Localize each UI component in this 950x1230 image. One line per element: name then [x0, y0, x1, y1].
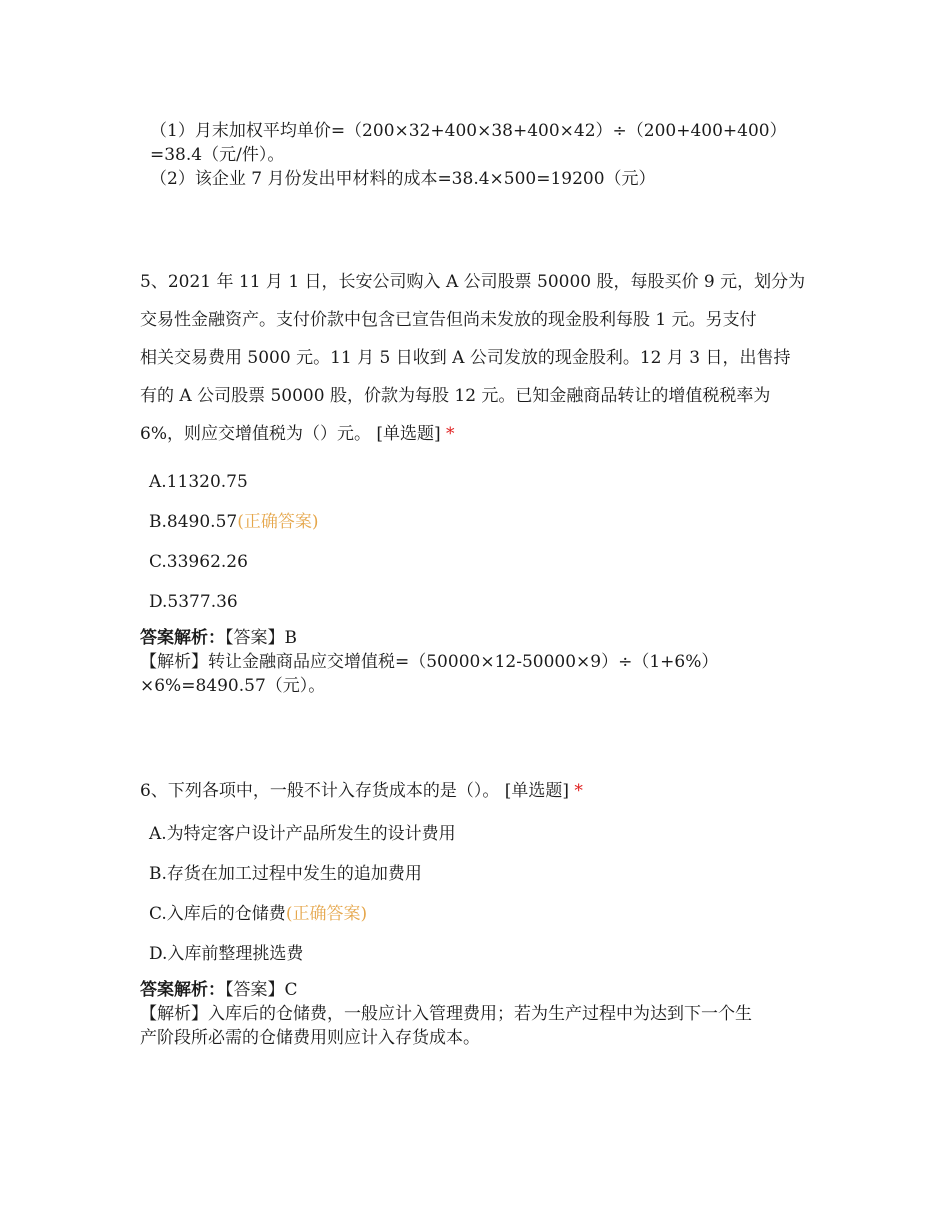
- option-text: B.8490.57: [149, 512, 238, 532]
- option-d[interactable]: [140, 582, 820, 622]
- option-d[interactable]: [140, 934, 820, 974]
- options-list: [140, 462, 820, 622]
- question-text-line: 交易性金融资产。支付价款中包含已宣告但尚未发放的现金股利每股 1 元。另支付: [140, 310, 757, 330]
- analysis-line: 产阶段所必需的仓储费用则应计入存货成本。: [140, 1028, 480, 1048]
- option-text: A.11320.75: [149, 472, 248, 492]
- answer-value: 【答案】B: [225, 628, 297, 648]
- question-text-line: [140, 415, 820, 453]
- previous-analysis: [150, 119, 810, 191]
- option-text: B.存货在加工过程中发生的追加费用: [149, 864, 422, 884]
- option-b[interactable]: [140, 502, 820, 542]
- options-list: [140, 814, 820, 974]
- question-text-last: 6、下列各项中，一般不计入存货成本的是（）。: [140, 781, 500, 801]
- question-type-tag: [单选题]: [376, 424, 441, 444]
- answer-line: [140, 978, 820, 1002]
- required-mark: *: [446, 424, 455, 444]
- option-a[interactable]: [140, 814, 820, 854]
- analysis-label: 答案解析：: [140, 980, 225, 1000]
- option-b[interactable]: [140, 854, 820, 894]
- question-text-line: 有的 A 公司股票 50000 股，价款为每股 12 元。已知金融商品转让的增值税税率为: [140, 386, 771, 406]
- question-text-line: 5、2021 年 11 月 1 日，长安公司购入 A 公司股票 50000 股，每股买价 9 元，划分为: [140, 272, 806, 292]
- option-text: C.入库后的仓储费: [149, 904, 286, 924]
- answer-line: [140, 626, 820, 650]
- option-text: D.入库前整理挑选费: [149, 944, 304, 964]
- analysis-line: （1）月末加权平均单价=（200×32+400×38+400×42）÷（200+400+400）=38.4（元/件）。: [150, 121, 787, 165]
- question-text-last: 6%，则应交增值税为（）元。: [140, 424, 371, 444]
- answer-analysis: [140, 626, 820, 698]
- option-text: A.为特定客户设计产品所发生的设计费用: [149, 824, 456, 844]
- option-a[interactable]: [140, 462, 820, 502]
- question-6: [140, 772, 820, 1050]
- option-text: C.33962.26: [149, 552, 248, 572]
- required-mark: *: [574, 781, 583, 801]
- question-type-tag: [单选题]: [504, 781, 569, 801]
- option-text: D.5377.36: [149, 592, 238, 612]
- analysis-line: （2）该企业 7 月份发出甲材料的成本=38.4×500=19200（元）: [150, 169, 656, 189]
- question-text-line: [140, 772, 820, 810]
- analysis-line: 【解析】转让金融商品应交增值税=（50000×12-50000×9）÷（1+6%）: [140, 652, 719, 672]
- analysis-label: 答案解析：: [140, 628, 225, 648]
- analysis-line: 【解析】入库后的仓储费，一般应计入管理费用；若为生产过程中为达到下一个生: [140, 1004, 752, 1024]
- correct-answer-mark: (正确答案): [285, 904, 368, 924]
- question-text-line: 相关交易费用 5000 元。11 月 5 日收到 A 公司发放的现金股利。12 月 3 日，出售持: [140, 348, 791, 368]
- analysis-line: ×6%=8490.57（元）。: [140, 676, 326, 696]
- option-c[interactable]: [140, 894, 820, 934]
- answer-analysis: [140, 978, 820, 1050]
- answer-value: 【答案】C: [225, 980, 298, 1000]
- option-c[interactable]: [140, 542, 820, 582]
- question-5: [140, 263, 820, 698]
- correct-answer-mark: (正确答案): [237, 512, 319, 532]
